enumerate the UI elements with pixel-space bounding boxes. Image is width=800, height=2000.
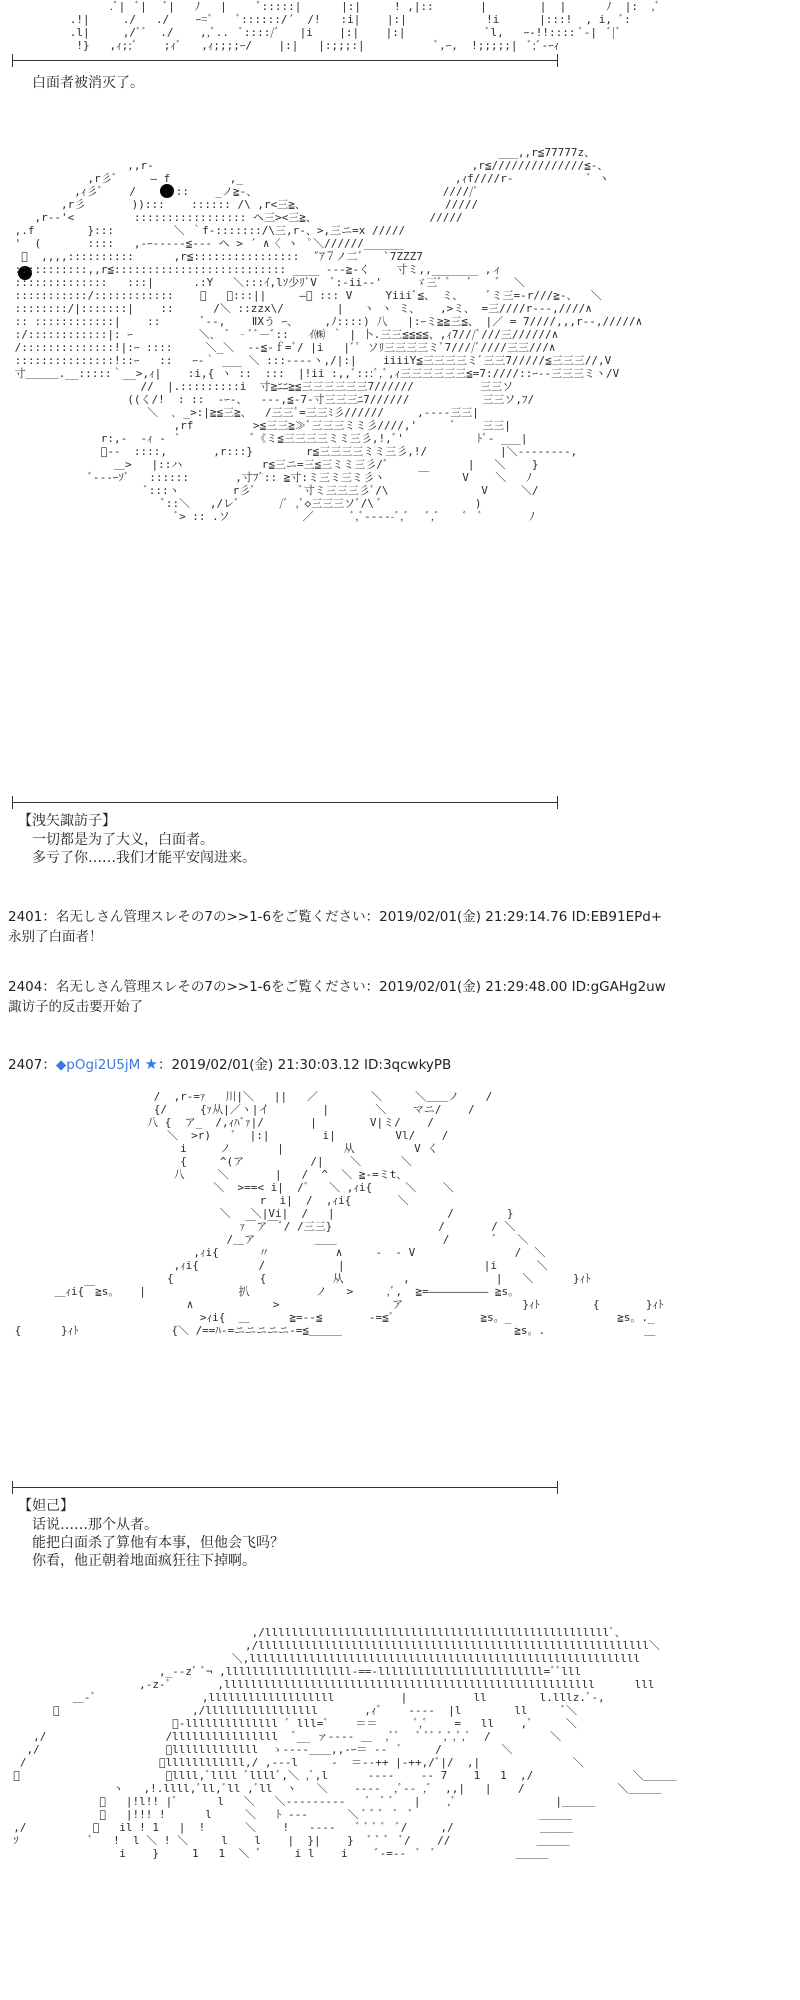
dialogue-line: 多亏了你……我们才能平安闯进来。	[32, 850, 256, 866]
post-author: 名无しさん管理スレその7の>>1-6をご覧ください	[55, 909, 366, 925]
post-header	[8, 908, 662, 927]
post-separator: ：	[42, 909, 56, 925]
post-tripcode[interactable]: pOgi2U5jM	[66, 1057, 141, 1073]
speaker-name: 【妲己】	[18, 1498, 74, 1514]
dialogue-block	[32, 1516, 284, 1570]
section-divider-2	[12, 802, 558, 803]
trip-diamond-icon: ◆	[55, 1057, 67, 1073]
post-separator: ：	[42, 1057, 56, 1073]
ascii-art-bottom-figure: ,/llllllllllllllllllllllllllllllllllllllllllllllllllllﾞ、 ,/lllllllllllllllllllllllllllllllllllllllllllllllllllllllllll＼ ＼,lllllllllllllllllllllllllllllllllllllllllllllllllllllllllll ,_‐-zﾞ ﾞ¬ ,lllllllllllllllllll‐==‐lllllllllllllllllllllllll=ﾞﾞlll ,‐z‐ﾞ ,llllllllllllllllllllllllllllllllllllllllllllllllllllllll lll ＿‐ﾞ ,lllllllllllllllllll | ll l.lllz.ﾞ‐, ﾞ ,/lllllllllllllllll ,ｨﾞ ‐‐‐‐ |l ll ﾞ＼ ﾞ‐llllllllllllll ﾞ lll=ﾞ ＝＝ ﾞ,ﾞ = ll ,ﾞ ＼ ,/ /llllllllllllllll ﾞ__ ァ‐‐‐‐ ＿ ,ﾞﾞ ﾞ ﾞﾞ ﾞ,ﾞ,ﾞ,ﾞ / ＼ ,/ ﾞlllllllllllll ゝ‐‐‐‐＿＿,,-ｰ＝ ‐‐ ﾞ / ＼ / ﾞllllllllllll,/ ,‐‐‐l ‐ ＝‐‐++ |‐++,/ﾞ|/ ,| ＼ ﾞ ﾞllll,ﾞllll ﾞllllﾞ,＼ ,ﾞ,l ‐‐‐‐ ‐‐ 7 1 1 ,/ ＼＿＿＿ ヽ ,!.llll,ﾞll,ﾞll ,ﾞll ヽ ＼ ‐‐‐‐ ,ﾞ‐‐ ,ﾞ ,,| | / ＼＿＿＿ ﾞ |!l!! |ﾞ l ＼ ＼‐‐‐‐‐‐‐‐‐ ﾞ ﾞ ﾞ | ,ﾞ |＿＿＿ ﾞ |!!! ! l ＼ ﾄ ‐‐‐ ＼ ﾞ ﾞ ﾞ ﾞ ﾞ ＿＿＿ ,/ ﾞ il ! 1 | ! ＼ ! ‐‐‐‐ ﾞ ﾞ ﾞ ﾞ ﾞ/ ,/ ＿＿＿ ｿ ﾞ ! l ＼ ! ＼ l l | }| } ﾞ ﾞ ﾞ ﾞ/ // ＿＿＿ i } 1 1 ＼ ﾞ i l i ﾞ‐=‐‐ ﾞ ﾞ ＿＿＿	[6, 1626, 677, 1860]
divider-tick	[12, 54, 13, 67]
post-header	[8, 1055, 451, 1075]
dialogue-line: 话说……那个从者。	[32, 1517, 158, 1533]
dialogue-line: 一切都是为了大义，白面者。	[32, 832, 214, 848]
divider-tick	[12, 1481, 13, 1494]
section-divider-3	[12, 1487, 558, 1488]
post-separator: ：	[42, 979, 56, 995]
narration-caption: 白面者被消灭了。	[32, 75, 144, 91]
divider-tick	[557, 54, 558, 67]
dialogue-line: 能把白面杀了算他有本事，但他会飞吗？	[32, 1535, 284, 1551]
ascii-art-falling-figure: / ,r‐=ｧ 川|＼ || ／ ＼ ＼＿＿ノ / {/ {ｧ从|／ヽ|イ | ＼ マニ/ / 八 { ア_ /,ｨﾊﾞｧ|/ | V|ミ/ / ＼ >r) ﾞ |:| i| Vl/ / i ノ | 从 V く { ^(ア /| ＼ ＼ 八 ＼ | / ^ ＼ ≧-=ミt、 ＼ >==< i| /ﾞ ＼ ,ｨi{ ＼ ＼ r i| / ,ｨi{ ＼ ＼ ＼|Vi| / | / } ｧ￣ア￣ﾞ/ /三三} / / ＼ /＿ア ＿＿ / ﾞ ＼ ,ｨi{ 〃 ∧ ‐ ‐ V / ＼ ,ｨi{ / | |i ＼ { { 从 , | ＼ }ｨﾄ ＿ｨi{￣≧s。 | 扒 ノ > ,ﾞ, ≧=――――――――― ≧s。 ∧ > ア }ｨﾄ { }ｨﾄ >ｨi{ ＿ ≧=‐‐≦ ‐=≦ﾞ ≧s。_ ≧s。._ { }ｨﾄ {＼ /==ﾊ‐=ニニニニニ‐=≦＿＿＿ ≧s。. ＿	[14, 1090, 664, 1337]
post-datetime: ：2019/02/01(金) 21:29:14.76	[365, 909, 568, 925]
post-number[interactable]: 2407	[8, 1057, 43, 1073]
post-id[interactable]: ID:3qcwkyPB	[364, 1057, 452, 1073]
post-body: 諏访子的反击要开始了	[8, 999, 143, 1015]
post-id[interactable]: ID:gGAHg2uw	[571, 979, 666, 995]
divider-tick	[12, 796, 13, 809]
post-datetime: ：2019/02/01(金) 21:30:03.12	[157, 1057, 360, 1073]
post-number[interactable]: 2404	[8, 979, 43, 995]
post-body: 永别了白面者！	[8, 929, 103, 945]
divider-tick	[557, 796, 558, 809]
divider-tick	[557, 1481, 558, 1494]
star-icon: ★	[144, 1055, 158, 1073]
dialogue-line: 你看，他正朝着地面疯狂往下掉啊。	[32, 1553, 256, 1569]
post-number[interactable]: 2401	[8, 909, 43, 925]
speaker-name: 【洩矢諏訪子】	[18, 813, 116, 829]
section-divider-1	[12, 60, 558, 61]
ascii-art-frog-and-bird: ___,,r≦77777z、 ,,r‐ ,r≦//////////////≦‐、 ,r彡ﾞ ― f ,_ ,ｨf////r‐ ﾞ ヽ ,ｨ彡ﾞ / :::: _ノ≧-、 /////ﾞ ,r彡 ))::: :::::: /\ ,r<三≧、 ///// ,r‐‐'< ::::::::::::::::: ヘ三><三≧、 ///// ,.f }::: ＼ ｀f‐:::::::/\三,r‐、>,三ニ=x ///// ' ( :::: ,-ｰ-‐‐-‐≦‐‐‐ ヘ > ´ ∧〈 ヽ ﾟ＼//////______ ﾞ ,,,,:::::::::: ,r≦:::::::::::::::: ˝ｱ７ノ二ﾞ `7ZZZ7 :::::::::::,,r≦:::::::::::::::::::::::::: ____ ‐‐-≧‐く 寸ミ,,_______ ,ィ :::::::::::::: :::| .:Y ＼:::ｲ,lｿ少ﾘﾞV ﾞ:-ii-‐' ゞ三ﾞ ﾞ ﾞ ﾞ ＼ :::::::::::/:::::::::::: ﾞ ｰ:::|| ―ﾞ ::: V Yiiiﾞ≦、 ミ、 ﾞミ三=-r///≧-、 ＼ ::::::::/|:::::::| :: /＼ ::zzx\/ | ヽ ヽ ミ、 ,>ミ、 =三////r‐‐‐,////∧ :: ::::::::::::| :: ﾞ‐-, ⅡXう ｰ、 ,ﾉ::::) 八 |:ｰミ≧≧三≦、 |／ = 7////,,,r‐‐,/////∧ :/::::::::::::|: ｰ ＼､ ﾞ ‐ﾞﾞ―ﾞ:: ｲ㈱ ｀ | 卜.三三≦≦≦≦、,ｨ7///ﾞ///三//////∧ /::::::::::::::!|:ｰ :::: ＼_＼ ‐‐≦‐ｆ=ﾞ/ |i |ﾞﾟ ソﾘ三三三三ミﾞ7////ﾞ////三三///∧ :::::::::::::::!::ｰ :: ｰ-｀ ___ ＼ :::-‐‐‐ヽ,/|:| iiiiY≦三三三三ミﾞ三三7/////≦三三三//,V 寸＿＿＿.__:::::｀__>,ｨ| :i,{ ヽ :: ::: |!ii :,,ﾞ:::ﾞ,ﾞ,ｨ三三三三三三≦=7:////::ｰ‐‐三三三ミヽ/V // |.:::::::::i 寸≧ﾆﾆ≧≦三三三三三三7////// 三三ソ ((く/! : :: ‐ｰ-、 ‐‐-,≦-7-寸三三三ﾆ7////// 三三ソ,ﾌ/ ＼ ､ _>:|≧≦三≧、 /三三ﾞ=三三ﾐ彡////// ,-‐‐-三三| ,rf >≦三三≧≫ﾞ三三三ミミ彡////,' ﾞ 三三| r:,- ‐ｨ ‐ ﾞ ﾞ《ミ≦三三三三ミミ三彡,!,ﾞ' ﾄﾞ‐ ___| ﾞ‐‐ ::::, ,r:::} r≦三三三三ミミ三彡,!/ |＼‐‐‐‐‐‐‐‐, ＿> |::ハ r≦三ニ=三≦三ミミ三彡/ﾞ | ＼ } ﾞ‐‐‐ｰｿﾞ :::::: ,寸ﾌﾞ:: ≧寸:ミ三ミ三ミ彡ヽ ￣ V ＼ ﾉ ﾞ:::ヽ r彡ﾞ ﾞ寸ミ三三三彡ﾞ/\ V ＼/ ﾞ::＼ ,/レﾞ /ﾞ ,ﾞ◇三三三ソﾞ/\ ﾞ ) ﾞ> :: .ソ ／ ﾞ,ﾞ‐‐‐‐-ﾞ,ﾞ ﾞ,ﾞ ﾞ ﾞ ﾉ	[14, 146, 643, 523]
post-id[interactable]: ID:EB91EPd+	[571, 909, 663, 925]
dialogue-block	[32, 831, 256, 867]
post-datetime: ：2019/02/01(金) 21:29:48.00	[365, 979, 568, 995]
post-header	[8, 978, 666, 997]
ascii-art-top-fragment: .ﾞ| ﾞ| ﾞ| ﾉ | ﾞ:::::| |:| ! ,|:: | | | ﾉ |: ,ﾞ .!| ./ ./ ｰ=ﾞ ﾞ::::::/´ /! :i| |:| !i |:::! , i, ﾞ: .l| ,/ﾞﾞ ./ ,,ﾞ.. ﾞ::::/ﾞ |i |:| |:| ﾞl, ｰ-!!:::: ﾞ-| ﾞ|ﾞ !} ,ｨ;;ﾞ ;ｨﾞ ,ｨ;;;;ｰ/ |:| |:;;;:| ﾞ,ｰ, !;;;;;| ﾞ;ﾞ-ｰｨ	[69, 0, 661, 52]
post-author: 名无しさん管理スレその7の>>1-6をご覧ください	[55, 979, 366, 995]
